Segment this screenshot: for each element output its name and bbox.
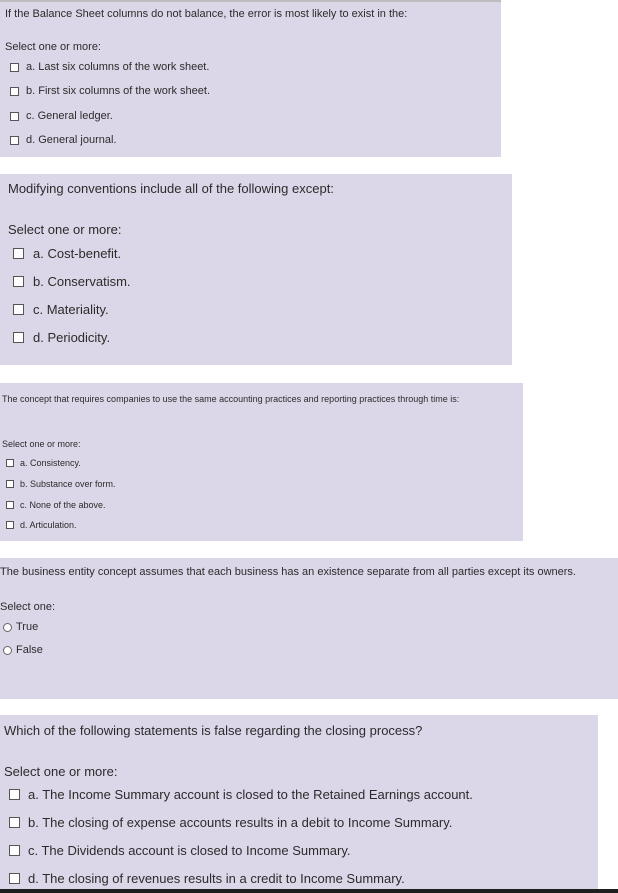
option-d[interactable] bbox=[10, 134, 117, 146]
option-d[interactable] bbox=[9, 871, 405, 886]
select-instruction: Select one or more: bbox=[8, 222, 122, 237]
radio-button[interactable] bbox=[3, 623, 12, 632]
question-prompt: The business entity concept assumes that each business has an existence separate from all parties except its owners. bbox=[0, 566, 576, 578]
checkbox[interactable] bbox=[9, 873, 20, 884]
checkbox[interactable] bbox=[13, 332, 24, 343]
checkbox[interactable] bbox=[13, 248, 24, 259]
checkbox[interactable] bbox=[6, 501, 14, 509]
question-card-1 bbox=[0, 0, 501, 157]
checkbox[interactable] bbox=[10, 63, 19, 72]
question-card-5 bbox=[0, 715, 598, 893]
select-instruction: Select one or more: bbox=[5, 41, 101, 53]
checkbox[interactable] bbox=[9, 817, 20, 828]
question-prompt: The concept that requires companies to use the same accounting practices and reporting practices through time is: bbox=[2, 394, 460, 404]
option-label: d. Periodicity. bbox=[33, 330, 111, 345]
option-label: c. The Dividends account is closed to Income Summary. bbox=[28, 843, 351, 858]
question-prompt: If the Balance Sheet columns do not balance, the error is most likely to exist in the: bbox=[5, 8, 408, 20]
option-label: a. Consistency. bbox=[20, 458, 81, 468]
option-a[interactable] bbox=[10, 61, 209, 73]
checkbox[interactable] bbox=[9, 845, 20, 856]
checkbox[interactable] bbox=[9, 789, 20, 800]
option-b[interactable] bbox=[9, 815, 452, 830]
checkbox[interactable] bbox=[10, 136, 19, 145]
option-label: b. First six columns of the work sheet. bbox=[26, 85, 211, 97]
option-label: b. Substance over form. bbox=[20, 479, 116, 489]
radio-button[interactable] bbox=[3, 646, 12, 655]
option-d[interactable] bbox=[13, 330, 110, 345]
option-b[interactable] bbox=[10, 85, 210, 97]
option-c[interactable] bbox=[9, 843, 351, 858]
option-d[interactable] bbox=[6, 520, 77, 530]
option-label: True bbox=[16, 621, 39, 633]
option-label: a. Last six columns of the work sheet. bbox=[26, 61, 210, 73]
option-label: d. General journal. bbox=[26, 134, 117, 146]
question-card-4 bbox=[0, 558, 618, 699]
select-instruction: Select one or more: bbox=[2, 439, 81, 449]
option-c[interactable] bbox=[10, 110, 113, 122]
option-a[interactable] bbox=[6, 458, 81, 468]
option-label: d. Articulation. bbox=[20, 520, 77, 530]
checkbox[interactable] bbox=[6, 480, 14, 488]
bottom-edge-bar bbox=[0, 889, 618, 893]
checkbox[interactable] bbox=[6, 459, 14, 467]
select-instruction: Select one: bbox=[0, 601, 56, 613]
option-label: a. The Income Summary account is closed to the Retained Earnings account. bbox=[28, 787, 473, 802]
option-label: c. General ledger. bbox=[26, 110, 113, 122]
checkbox[interactable] bbox=[10, 112, 19, 121]
checkbox[interactable] bbox=[13, 304, 24, 315]
option-label: b. Conservatism. bbox=[33, 274, 131, 289]
select-instruction: Select one or more: bbox=[4, 764, 118, 779]
checkbox[interactable] bbox=[13, 276, 24, 287]
option-label: c. Materiality. bbox=[33, 302, 109, 317]
question-prompt: Modifying conventions include all of the following except: bbox=[8, 181, 334, 196]
option-c[interactable] bbox=[13, 302, 109, 317]
option-label: b. The closing of expense accounts results in a debit to Income Summary. bbox=[28, 815, 453, 830]
option-label: a. Cost-benefit. bbox=[33, 246, 122, 261]
option-c[interactable] bbox=[6, 500, 106, 510]
option-label: False bbox=[16, 644, 43, 656]
question-card-3 bbox=[0, 383, 523, 541]
option-false[interactable] bbox=[3, 644, 43, 656]
checkbox[interactable] bbox=[6, 521, 14, 529]
option-label: d. The closing of revenues results in a credit to Income Summary. bbox=[28, 871, 405, 886]
question-card-2 bbox=[0, 174, 512, 365]
option-b[interactable] bbox=[13, 274, 131, 289]
option-a[interactable] bbox=[13, 246, 121, 261]
option-a[interactable] bbox=[9, 787, 473, 802]
checkbox[interactable] bbox=[10, 87, 19, 96]
option-b[interactable] bbox=[6, 479, 116, 489]
question-prompt: Which of the following statements is false regarding the closing process? bbox=[4, 723, 423, 738]
option-label: c. None of the above. bbox=[20, 500, 106, 510]
option-true[interactable] bbox=[3, 621, 38, 633]
